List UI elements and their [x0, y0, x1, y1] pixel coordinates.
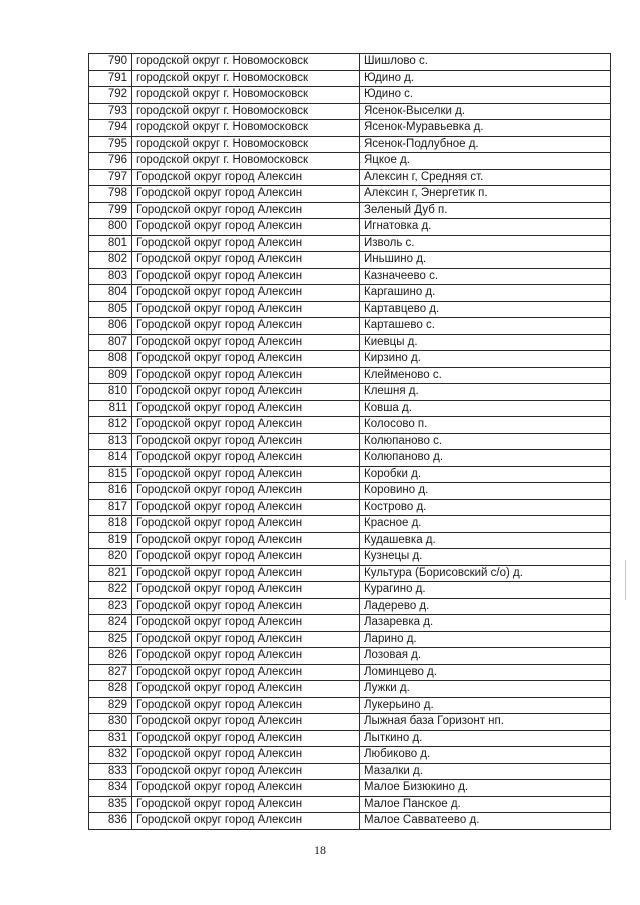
- district-cell: Городской округ город Алексин: [132, 252, 360, 269]
- settlement-cell: Яцкое д.: [360, 153, 611, 170]
- row-number-cell: 824: [89, 615, 132, 632]
- row-number-cell: 815: [89, 466, 132, 483]
- row-number-cell: 820: [89, 549, 132, 566]
- district-cell: Городской округ город Алексин: [132, 417, 360, 434]
- table-row: [89, 54, 611, 71]
- row-number-cell: 832: [89, 747, 132, 764]
- district-cell: Городской округ город Алексин: [132, 565, 360, 582]
- settlement-cell: Каргашино д.: [360, 285, 611, 302]
- row-number-cell: 831: [89, 730, 132, 747]
- settlement-cell: Иньшино д.: [360, 252, 611, 269]
- row-number-cell: 829: [89, 697, 132, 714]
- table-row: [89, 516, 611, 533]
- table-row: [89, 136, 611, 153]
- row-number-cell: 826: [89, 648, 132, 665]
- row-number-cell: 799: [89, 202, 132, 219]
- settlement-cell: Лукерьино д.: [360, 697, 611, 714]
- district-cell: Городской округ город Алексин: [132, 730, 360, 747]
- district-cell: Городской округ город Алексин: [132, 367, 360, 384]
- district-cell: городской округ г. Новомосковск: [132, 70, 360, 87]
- settlement-cell: Шишлово с.: [360, 54, 611, 71]
- settlement-cell: Мазалки д.: [360, 763, 611, 780]
- settlement-cell: Кирзино д.: [360, 351, 611, 368]
- table-row: [89, 466, 611, 483]
- district-cell: Городской округ город Алексин: [132, 268, 360, 285]
- row-number-cell: 798: [89, 186, 132, 203]
- district-cell: городской округ г. Новомосковск: [132, 153, 360, 170]
- settlement-cell: Малое Савватеево д.: [360, 813, 611, 830]
- table-row: [89, 598, 611, 615]
- settlement-cell: Клейменово с.: [360, 367, 611, 384]
- settlement-cell: Колосово п.: [360, 417, 611, 434]
- district-cell: Городской округ город Алексин: [132, 532, 360, 549]
- district-cell: Городской округ город Алексин: [132, 466, 360, 483]
- table-row: [89, 285, 611, 302]
- row-number-cell: 792: [89, 87, 132, 104]
- table-row: [89, 681, 611, 698]
- table-row: [89, 450, 611, 467]
- settlement-cell: Ларино д.: [360, 631, 611, 648]
- district-cell: Городской округ город Алексин: [132, 631, 360, 648]
- table-row: [89, 796, 611, 813]
- settlement-cell: Любиково д.: [360, 747, 611, 764]
- settlement-cell: Киевцы д.: [360, 334, 611, 351]
- settlement-cell: Кудашевка д.: [360, 532, 611, 549]
- district-cell: Городской округ город Алексин: [132, 697, 360, 714]
- settlement-cell: Клешня д.: [360, 384, 611, 401]
- settlement-cell: Лужки д.: [360, 681, 611, 698]
- district-cell: Городской округ город Алексин: [132, 384, 360, 401]
- row-number-cell: 807: [89, 334, 132, 351]
- scan-artifact-line: [625, 560, 626, 600]
- table-row: [89, 384, 611, 401]
- row-number-cell: 825: [89, 631, 132, 648]
- district-cell: Городской округ город Алексин: [132, 615, 360, 632]
- table-row: [89, 582, 611, 599]
- district-cell: Городской округ город Алексин: [132, 582, 360, 599]
- row-number-cell: 835: [89, 796, 132, 813]
- row-number-cell: 827: [89, 664, 132, 681]
- row-number-cell: 822: [89, 582, 132, 599]
- table-row: [89, 483, 611, 500]
- table-row: [89, 631, 611, 648]
- table-row: [89, 268, 611, 285]
- district-cell: Городской округ город Алексин: [132, 664, 360, 681]
- district-cell: Городской округ город Алексин: [132, 301, 360, 318]
- district-cell: Городской округ город Алексин: [132, 516, 360, 533]
- table-row: [89, 730, 611, 747]
- district-cell: Городской округ город Алексин: [132, 351, 360, 368]
- table-row: [89, 367, 611, 384]
- table-row: [89, 813, 611, 830]
- settlement-cell: Культура (Борисовский с/о) д.: [360, 565, 611, 582]
- settlement-cell: Лыткино д.: [360, 730, 611, 747]
- table-body: [89, 54, 611, 830]
- row-number-cell: 808: [89, 351, 132, 368]
- row-number-cell: 812: [89, 417, 132, 434]
- row-number-cell: 814: [89, 450, 132, 467]
- table-row: [89, 747, 611, 764]
- row-number-cell: 805: [89, 301, 132, 318]
- table-row: [89, 648, 611, 665]
- row-number-cell: 819: [89, 532, 132, 549]
- settlement-cell: Зеленый Дуб п.: [360, 202, 611, 219]
- table-row: [89, 615, 611, 632]
- district-cell: Городской округ город Алексин: [132, 780, 360, 797]
- settlement-cell: Курагино д.: [360, 582, 611, 599]
- table-row: [89, 714, 611, 731]
- district-cell: Городской округ город Алексин: [132, 813, 360, 830]
- settlement-cell: Картавцево д.: [360, 301, 611, 318]
- settlement-cell: Алексин г, Средняя ст.: [360, 169, 611, 186]
- district-cell: Городской округ город Алексин: [132, 648, 360, 665]
- table-row: [89, 565, 611, 582]
- district-cell: Городской округ город Алексин: [132, 219, 360, 236]
- row-number-cell: 816: [89, 483, 132, 500]
- settlement-cell: Изволь с.: [360, 235, 611, 252]
- district-cell: Городской округ город Алексин: [132, 433, 360, 450]
- settlement-cell: Казначеево с.: [360, 268, 611, 285]
- settlement-cell: Лозовая д.: [360, 648, 611, 665]
- district-cell: Городской округ город Алексин: [132, 202, 360, 219]
- row-number-cell: 791: [89, 70, 132, 87]
- table-row: [89, 697, 611, 714]
- district-cell: Городской округ город Алексин: [132, 763, 360, 780]
- table-row: [89, 70, 611, 87]
- district-cell: Городской округ город Алексин: [132, 681, 360, 698]
- row-number-cell: 813: [89, 433, 132, 450]
- row-number-cell: 806: [89, 318, 132, 335]
- district-cell: Городской округ город Алексин: [132, 747, 360, 764]
- table-row: [89, 664, 611, 681]
- settlement-cell: Лазаревка д.: [360, 615, 611, 632]
- settlement-cell: Малое Бизюкино д.: [360, 780, 611, 797]
- settlement-cell: Ясенок-Подлубное д.: [360, 136, 611, 153]
- row-number-cell: 797: [89, 169, 132, 186]
- district-cell: Городской округ город Алексин: [132, 285, 360, 302]
- row-number-cell: 804: [89, 285, 132, 302]
- table-row: [89, 351, 611, 368]
- settlement-cell: Ясенок-Выселки д.: [360, 103, 611, 120]
- district-cell: Городской округ город Алексин: [132, 334, 360, 351]
- row-number-cell: 796: [89, 153, 132, 170]
- row-number-cell: 833: [89, 763, 132, 780]
- district-cell: Городской округ город Алексин: [132, 169, 360, 186]
- district-cell: Городской округ город Алексин: [132, 450, 360, 467]
- district-cell: городской округ г. Новомосковск: [132, 120, 360, 137]
- row-number-cell: 810: [89, 384, 132, 401]
- row-number-cell: 809: [89, 367, 132, 384]
- settlement-cell: Юдино с.: [360, 87, 611, 104]
- table-row: [89, 499, 611, 516]
- settlement-cell: Ясенок-Муравьевка д.: [360, 120, 611, 137]
- row-number-cell: 795: [89, 136, 132, 153]
- district-cell: городской округ г. Новомосковск: [132, 54, 360, 71]
- row-number-cell: 823: [89, 598, 132, 615]
- settlement-cell: Колюпаново с.: [360, 433, 611, 450]
- district-cell: Городской округ город Алексин: [132, 400, 360, 417]
- district-cell: Городской округ город Алексин: [132, 499, 360, 516]
- table-row: [89, 318, 611, 335]
- table-row: [89, 301, 611, 318]
- table-row: [89, 235, 611, 252]
- settlement-cell: Карташево с.: [360, 318, 611, 335]
- table-row: [89, 532, 611, 549]
- table-row: [89, 219, 611, 236]
- table-row: [89, 400, 611, 417]
- settlement-cell: Ломинцево д.: [360, 664, 611, 681]
- district-cell: Городской округ город Алексин: [132, 598, 360, 615]
- table-row: [89, 103, 611, 120]
- table-row: [89, 186, 611, 203]
- row-number-cell: 817: [89, 499, 132, 516]
- table-row: [89, 549, 611, 566]
- row-number-cell: 794: [89, 120, 132, 137]
- district-cell: городской округ г. Новомосковск: [132, 136, 360, 153]
- settlement-cell: Юдино д.: [360, 70, 611, 87]
- settlement-cell: Красное д.: [360, 516, 611, 533]
- table-row: [89, 334, 611, 351]
- district-cell: Городской округ город Алексин: [132, 235, 360, 252]
- row-number-cell: 818: [89, 516, 132, 533]
- table-row: [89, 433, 611, 450]
- row-number-cell: 830: [89, 714, 132, 731]
- settlement-cell: Ладерево д.: [360, 598, 611, 615]
- district-cell: Городской округ город Алексин: [132, 483, 360, 500]
- table-row: [89, 763, 611, 780]
- settlement-cell: Ковша д.: [360, 400, 611, 417]
- row-number-cell: 836: [89, 813, 132, 830]
- settlement-cell: Коровино д.: [360, 483, 611, 500]
- row-number-cell: 811: [89, 400, 132, 417]
- table-row: [89, 87, 611, 104]
- settlement-cell: Коробки д.: [360, 466, 611, 483]
- settlement-cell: Колюпаново д.: [360, 450, 611, 467]
- district-cell: городской округ г. Новомосковск: [132, 87, 360, 104]
- district-cell: Городской округ город Алексин: [132, 714, 360, 731]
- settlement-cell: Игнатовка д.: [360, 219, 611, 236]
- row-number-cell: 802: [89, 252, 132, 269]
- settlement-cell: Алексин г, Энергетик п.: [360, 186, 611, 203]
- settlement-cell: Лыжная база Горизонт нп.: [360, 714, 611, 731]
- row-number-cell: 834: [89, 780, 132, 797]
- table-row: [89, 417, 611, 434]
- district-cell: Городской округ город Алексин: [132, 186, 360, 203]
- table-row: [89, 780, 611, 797]
- row-number-cell: 828: [89, 681, 132, 698]
- row-number-cell: 803: [89, 268, 132, 285]
- row-number-cell: 801: [89, 235, 132, 252]
- district-cell: Городской округ город Алексин: [132, 318, 360, 335]
- settlement-cell: Кузнецы д.: [360, 549, 611, 566]
- district-cell: городской округ г. Новомосковск: [132, 103, 360, 120]
- table-row: [89, 202, 611, 219]
- table-row: [89, 120, 611, 137]
- table-row: [89, 169, 611, 186]
- table-row: [89, 252, 611, 269]
- settlement-cell: Кострово д.: [360, 499, 611, 516]
- settlement-cell: Малое Панское д.: [360, 796, 611, 813]
- table-row: [89, 153, 611, 170]
- district-cell: Городской округ город Алексин: [132, 796, 360, 813]
- settlements-table: [88, 53, 611, 830]
- page-number: 18: [314, 843, 326, 857]
- row-number-cell: 793: [89, 103, 132, 120]
- row-number-cell: 821: [89, 565, 132, 582]
- row-number-cell: 790: [89, 54, 132, 71]
- district-cell: Городской округ город Алексин: [132, 549, 360, 566]
- row-number-cell: 800: [89, 219, 132, 236]
